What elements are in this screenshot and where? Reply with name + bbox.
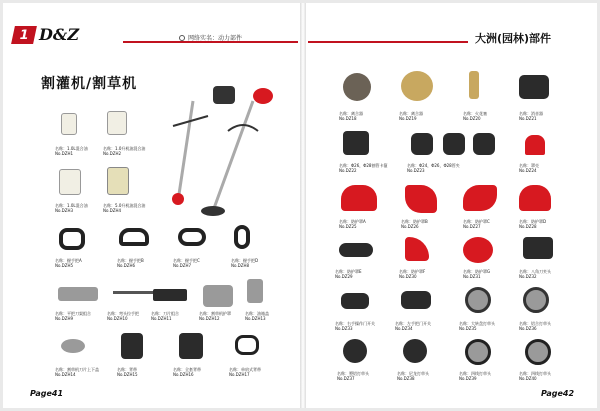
nylon-trimmer-head-image (403, 339, 427, 363)
clutch-image-2 (401, 71, 433, 101)
part-label: 名称：割草机刀片上下盖 No.DZH14 (55, 367, 99, 377)
guard-image (203, 285, 233, 307)
header-rule-right (308, 41, 468, 43)
part-label: 名称：火花塞 No.DZ20 (463, 111, 487, 121)
spark-plug-image (469, 71, 479, 99)
housing-image (525, 135, 545, 155)
part-label: 名称：防护罩F No.DZ30 (399, 269, 426, 279)
guard-image-a (341, 185, 377, 211)
part-label: 名称：罩壳 No.DZ24 (519, 163, 539, 173)
part-label: 名称：防护罩B No.DZ26 (401, 219, 428, 229)
plastic-trimmer-head-image (343, 339, 367, 363)
site-label-text: 网络实名：动力部件 (188, 35, 243, 42)
part-label: 名称：尼龙打草头 No.DZ38 (397, 371, 429, 381)
blade-set-image (153, 289, 187, 301)
part-label: 名称：平把刀架组合 No.DZH9 (55, 311, 91, 321)
guard-image-b (405, 185, 437, 213)
guard-image-c (463, 185, 497, 211)
part-label: 名称：背带 No.DZH15 (117, 367, 138, 377)
part-label: 名称：1.0升机油混合油 No.DZH2 (103, 146, 146, 156)
logo-text: D&Z (39, 25, 79, 44)
handle-image-c (178, 228, 206, 246)
right-throttle-image (341, 293, 369, 309)
part-label: 名称：握手把D No.DZH8 (231, 258, 259, 268)
globe-icon (179, 35, 185, 41)
logo-mark: 1 (11, 26, 37, 44)
page-gutter (300, 3, 306, 408)
part-label: 名称：四线打草头 No.DZ40 (519, 371, 551, 381)
part-label: 名称：离合器 No.DZ18 (339, 111, 363, 121)
brush-cutter-illustration (153, 81, 293, 221)
part-label: 名称：弯头拉手把 No.DZH10 (107, 311, 139, 321)
part-label: 名称：刀片组合 No.DZH11 (151, 311, 179, 321)
tube-clamp-image-3 (473, 133, 495, 155)
part-label: 名称：油箱盖 No.DZH13 (245, 311, 269, 321)
part-label: 名称：单肩式背带 No.DZH17 (229, 367, 261, 377)
blade-cover-image (61, 339, 85, 353)
guard-image-f (405, 237, 429, 261)
part-label: 名称：消音器 No.DZ21 (519, 111, 543, 121)
handle-image-b (119, 228, 149, 246)
catalog-spread (3, 3, 597, 408)
part-label: 名称：1.0L混合油 No.DZH1 (55, 146, 88, 156)
tube-clamp-image-1 (411, 133, 433, 155)
part-label: 名称：离合器 No.DZ19 (399, 111, 423, 121)
left-throttle-image (401, 291, 431, 309)
octagon-head-image (523, 237, 553, 259)
part-label: 名称：全套背带 No.DZH16 (173, 367, 201, 377)
brand-logo (13, 25, 79, 44)
part-label: 名称：Φ26，Φ28割管卡箍 No.DZ22 (339, 163, 388, 173)
oil-bottle-image-3 (59, 169, 81, 195)
part-label: 名称：握手把A No.DZH5 (55, 258, 82, 268)
handle-image-d (234, 225, 250, 249)
full-harness-image (179, 333, 203, 359)
part-label: 名称：四线打草头 No.DZ39 (459, 371, 491, 381)
oil-bottle-image-1 (61, 113, 77, 135)
four-line-head-image-2 (525, 339, 551, 365)
part-label: 名称：防护罩C No.DZ27 (463, 219, 490, 229)
part-label: 名称：铝合打草头 No.DZ36 (519, 321, 551, 331)
part-label: 名称：5.0升机油混合油 No.DZH4 (103, 203, 146, 213)
tank-cap-image (247, 279, 263, 303)
tube-clamp-image-2 (443, 133, 465, 155)
part-label: 名称：割草机护罩 No.DZH12 (199, 311, 231, 321)
part-label: 名称：握手把B No.DZH6 (117, 258, 144, 268)
part-label: 名称：握手把C No.DZH7 (173, 258, 200, 268)
page-number-right: Page42 (541, 389, 575, 398)
four-line-head-image-1 (465, 339, 491, 365)
part-label: 名称：防护罩A No.DZ25 (339, 219, 366, 229)
part-label: 名称：防护罩G No.DZ31 (463, 269, 491, 279)
part-label: 名称：1.0L混合油 No.DZH3 (55, 203, 88, 213)
part-label: 名称：右手操作门开关 No.DZ33 (335, 321, 375, 331)
guard-image-e (339, 243, 373, 257)
strap-image (121, 333, 143, 359)
clutch-image-1 (343, 73, 371, 101)
guard-image-d (519, 185, 551, 211)
section-title: 割灌机/割草机 (41, 76, 138, 92)
alloy-trimmer-head-image (523, 287, 549, 313)
blade-holder-image (58, 287, 98, 301)
guard-image-g (463, 237, 493, 263)
bent-handle-image (113, 291, 153, 294)
part-label: 名称：Φ24，Φ26，Φ28管夹 No.DZ23 (407, 163, 460, 173)
page-number-left: Page41 (30, 389, 64, 398)
handle-image-a (59, 228, 85, 250)
muffler-image (519, 75, 549, 99)
part-label: 名称：八角刀夹头 No.DZ32 (519, 269, 551, 279)
part-label: 名称：左手把门开关 No.DZ34 (395, 321, 431, 331)
part-label: 名称：大转盘打草头 No.DZ35 (459, 321, 495, 331)
shoulder-strap-image (235, 335, 259, 355)
oil-bottle-image-2 (107, 111, 127, 135)
part-label: 名称：防护罩E No.DZ29 (335, 269, 362, 279)
large-trimmer-head-image (465, 287, 491, 313)
part-label: 名称：防护罩D No.DZ28 (519, 219, 547, 229)
part-label: 名称：塑铝打草头 No.DZ37 (337, 371, 369, 381)
pipe-clamp-image (343, 131, 369, 155)
site-label (179, 33, 242, 42)
oil-bottle-image-4 (107, 167, 129, 195)
brand-right-title: 大洲(园林)部件 (475, 32, 552, 45)
